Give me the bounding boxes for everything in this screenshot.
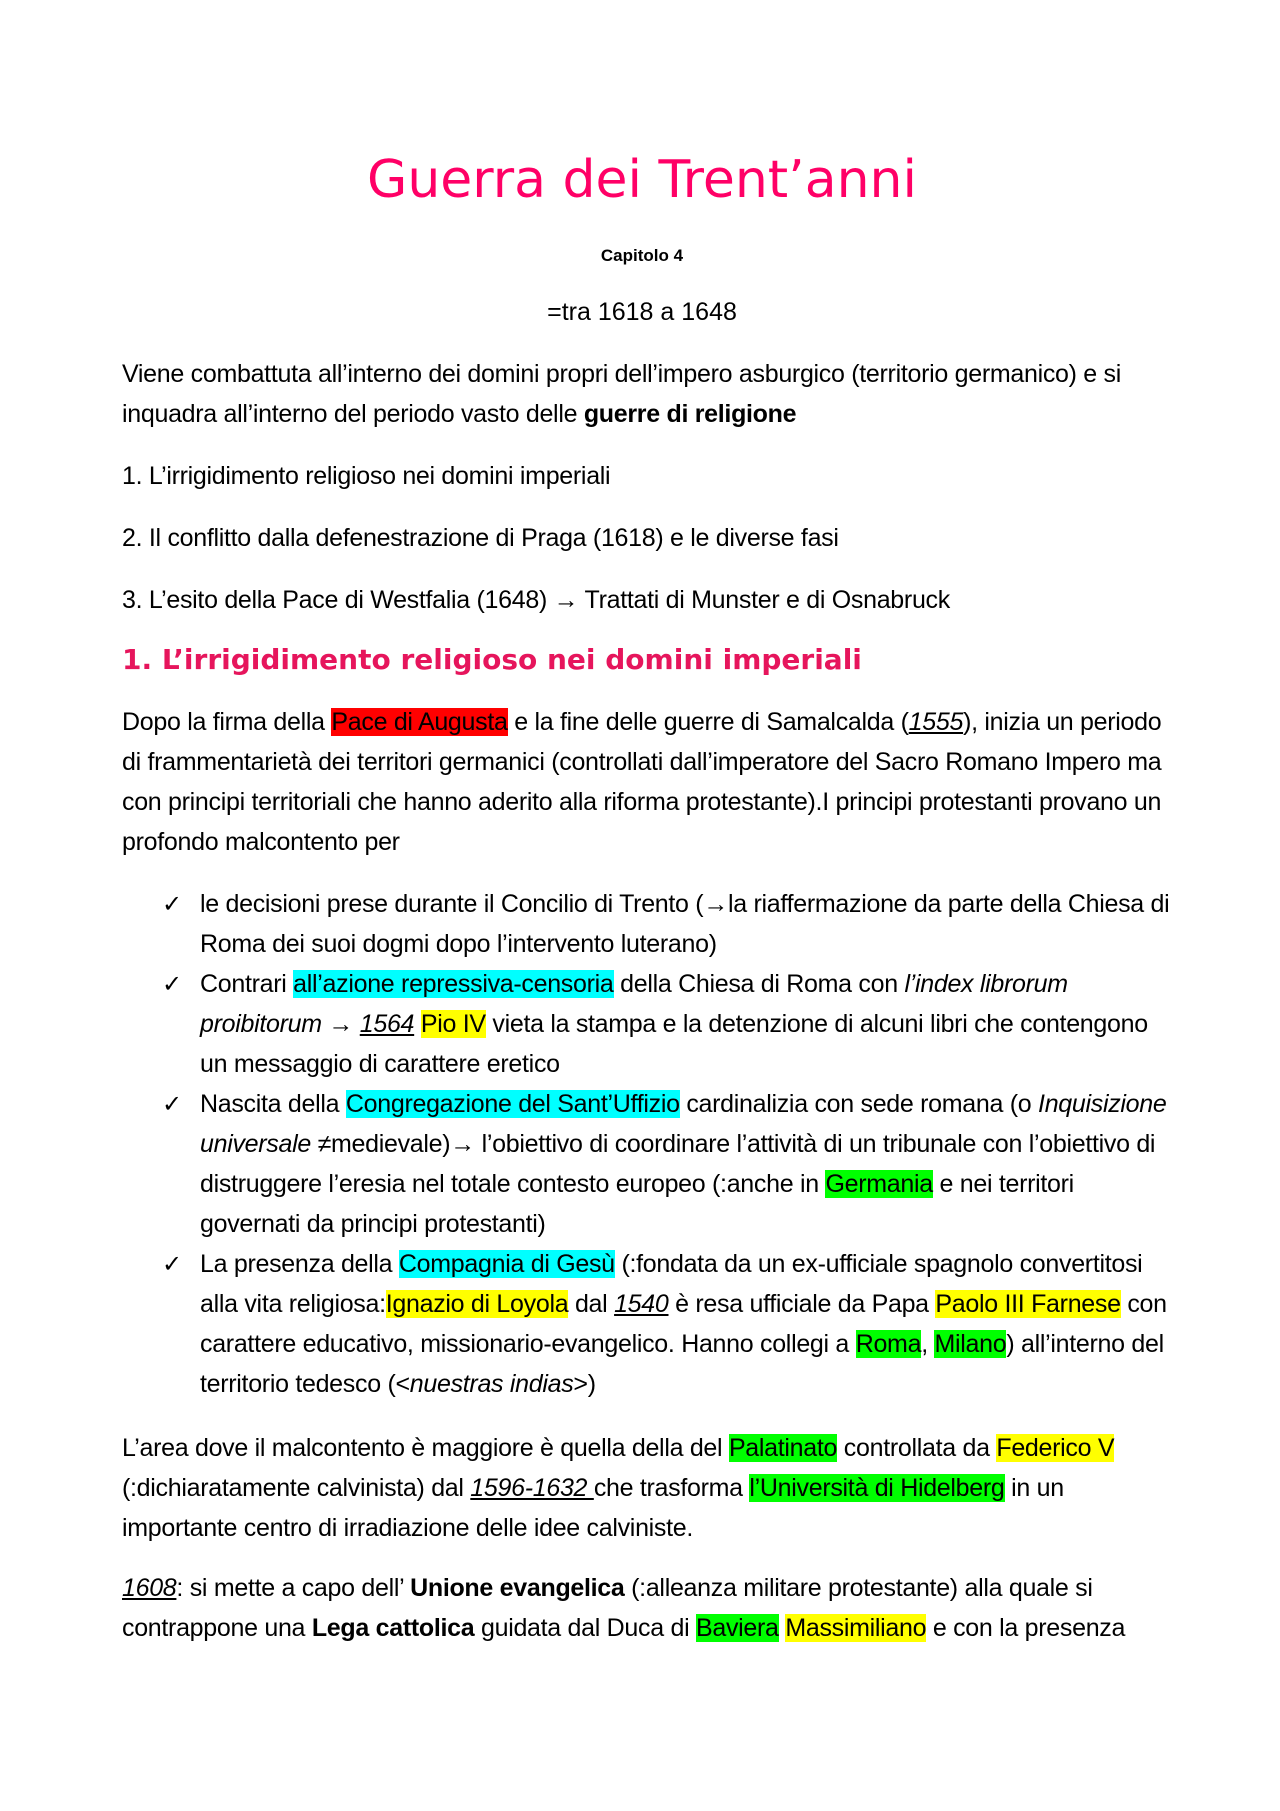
italic-nuestras-indias: nuestras indias (409, 1370, 574, 1398)
checklist (162, 884, 1172, 1404)
text-run: , (921, 1330, 935, 1358)
text-run: >) (573, 1370, 596, 1398)
highlight-federico-v: Federico V (996, 1434, 1115, 1462)
highlight-azione-repressiva: all’azione repressiva-censoria (293, 970, 614, 998)
highlight-palatinato: Palatinato (728, 1434, 838, 1462)
text-run: le decisioni prese durante il Concilio di Trento (→la riaffermazione da parte della Chiesa di Roma dei suoi dogmi dopo l’intervento luterano) (200, 890, 1170, 958)
text-run: ), inizia un periodo di frammentarietà dei territori germanici (controllati dall’imperatore del Sacro Romano Impero ma con principi territoriali che hanno aderito alla riforma protestante).I principi protestanti provano un profondo malcontento per (122, 708, 1162, 856)
text-run: vieta la stampa e la detenzione di alcuni libri che contengono un messaggio di carattere eretico (200, 1010, 1148, 1078)
highlight-roma: Roma (855, 1330, 922, 1358)
checklist-item-4 (162, 1244, 1172, 1404)
date-range: =tra 1618 a 1648 (547, 298, 737, 326)
text-run: Nascita della (200, 1090, 346, 1118)
highlight-compagnia-gesu: Compagnia di Gesù (398, 1250, 615, 1278)
text-run: : si mette a capo dell’ (176, 1574, 411, 1602)
text-run: è resa ufficiale da Papa (668, 1290, 936, 1318)
checkmark-icon: ✓ (162, 970, 182, 998)
checkmark-icon: ✓ (162, 1090, 182, 1118)
checklist-item-2 (162, 964, 1172, 1084)
text-run: con carattere educativo, missionario-evangelico. Hanno collegi a (200, 1290, 1167, 1358)
paragraph-1608 (122, 1568, 1162, 1648)
text-run: Dopo la firma della (122, 708, 332, 736)
intro-text: Viene combattuta all’interno dei domini propri dell’impero asburgico (territorio germanico) e si inquadra all’interno del periodo vasto delle (122, 360, 1122, 428)
text-run: della Chiesa di Roma con (613, 970, 905, 998)
text-run: L’area dove il malcontento è maggiore è quella della del (122, 1434, 729, 1462)
text-run: e la fine delle guerre di Samalcalda ( (507, 708, 909, 736)
highlight-baviera: Baviera (695, 1614, 779, 1642)
text-run: ≠medievale)→ l’obiettivo di coordinare l’attività di un tribunale con l’obiettivo di distruggere l’eresia nel totale contesto europeo (:anche in (200, 1130, 1156, 1198)
checklist-item-3 (162, 1084, 1172, 1244)
date-1596-1632: 1596-1632 (470, 1474, 594, 1502)
intro-bold: guerre di religione (583, 400, 797, 428)
text-run: ) all’interno del territorio tedesco (< (200, 1330, 1164, 1398)
bold-lega-cattolica: Lega cattolica (311, 1614, 475, 1642)
text-run: (:fondata da un ex-ufficiale spagnolo convertitosi alla vita religiosa: (200, 1250, 1143, 1318)
date-1608: 1608 (122, 1574, 177, 1602)
bold-unione-evangelica: Unione evangelica (410, 1574, 625, 1602)
text-run: → (321, 1010, 360, 1038)
text-run: e nei territori governati da principi protestanti) (200, 1170, 1074, 1238)
text-run: (:dichiaratamente calvinista) dal (122, 1474, 471, 1502)
palatinato-paragraph (122, 1428, 1162, 1548)
chapter-label: Capitolo 4 (600, 246, 684, 265)
text-run: e con la presenza (926, 1614, 1126, 1642)
text-run: (:alleanza militare protestante) alla quale si contrappone una (122, 1574, 1093, 1642)
highlight-sant-uffizio: Congregazione del Sant’Uffizio (345, 1090, 680, 1118)
text-run: in un importante centro di irradiazione delle idee calviniste. (122, 1474, 1064, 1542)
text-run: Contrari (200, 970, 294, 998)
outline-item-1: 1. L’irrigidimento religioso nei domini imperiali (122, 462, 611, 490)
text-run: guidata dal Duca di (474, 1614, 696, 1642)
date-1540: 1540 (614, 1290, 669, 1318)
highlight-pio-iv: Pio IV (420, 1010, 486, 1038)
text-run (414, 1010, 421, 1038)
outline-item-2: 2. Il conflitto dalla defenestrazione di Praga (1618) e le diverse fasi (122, 524, 839, 552)
document-title: Guerra dei Trent’anni (367, 150, 917, 210)
text-run: dal (568, 1290, 615, 1318)
italic-index-librorum: l’index librorum proibitorum (200, 970, 1068, 1038)
outline-item-3: 3. L’esito della Pace di Westfalia (1648) → Trattati di Munster e di Osnabruck (122, 586, 950, 614)
date-1564: 1564 (359, 1010, 415, 1038)
highlight-paolo-iii: Paolo III Farnese (935, 1290, 1121, 1318)
text-run: cardinalizia con sede romana (o (679, 1090, 1039, 1118)
section-heading: 1. L’irrigidimento religioso nei domini imperiali (122, 643, 862, 676)
text-run: La presenza della (200, 1250, 399, 1278)
text-run: che trasforma (593, 1474, 750, 1502)
text-run: controllata da (837, 1434, 997, 1462)
highlight-milano: Milano (934, 1330, 1007, 1358)
checkmark-icon: ✓ (162, 1250, 182, 1278)
intro-paragraph (122, 354, 1162, 434)
date-1555: 1555 (908, 708, 964, 736)
italic-inquisizione: Inquisizione universale (200, 1090, 1167, 1158)
checklist-item-1 (162, 884, 1172, 964)
checkmark-icon: ✓ (162, 890, 182, 918)
highlight-massimiliano: Massimiliano (785, 1614, 927, 1642)
highlight-germania: Germania (825, 1170, 933, 1198)
highlight-pace-augusta: Pace di Augusta (331, 708, 508, 736)
augusta-paragraph (122, 702, 1162, 862)
highlight-universita-hidelberg: l’Università di Hidelberg (749, 1474, 1005, 1502)
highlight-ignazio-loyola: Ignazio di Loyola (385, 1290, 569, 1318)
